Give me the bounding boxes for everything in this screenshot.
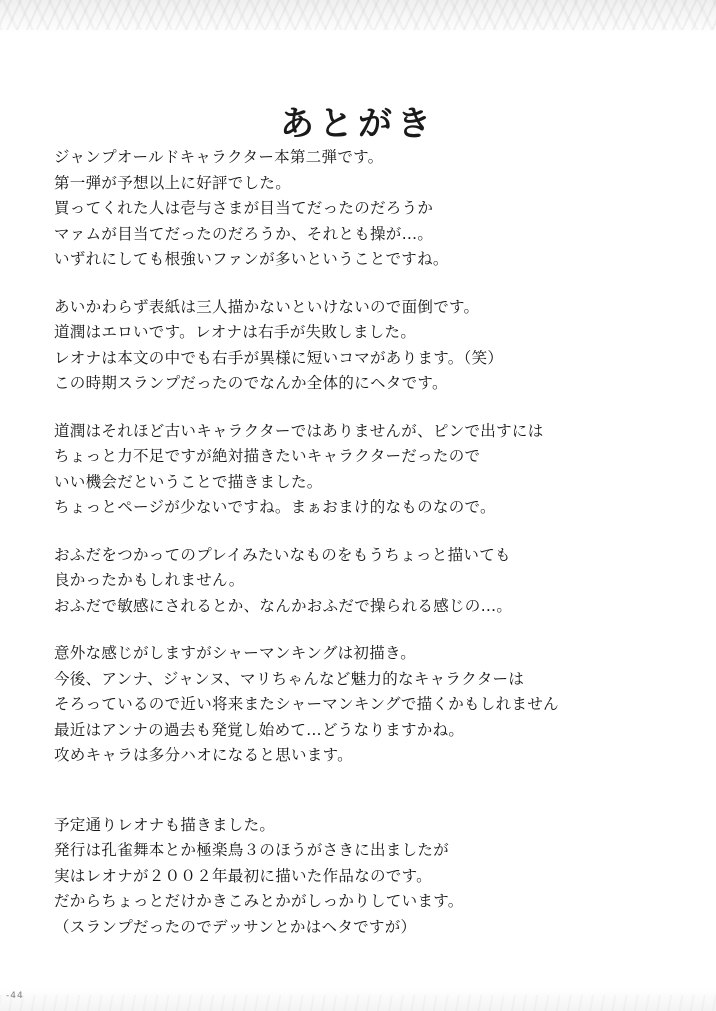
- text-line: ちょっと力不足ですが絶対描きたいキャラクターだったので: [54, 447, 481, 465]
- paragraph-1: [54, 145, 674, 273]
- text-line: マァムが目当てだったのだろうか、それとも操が…。: [54, 224, 434, 243]
- text-line: 実はレオナが２００２年最初に描いた作品なのです。: [54, 866, 432, 885]
- text-line: そろっているので近い将来またシャーマンキングで描くかもしれません: [54, 695, 559, 713]
- text-line: ジャンプオールドキャラクター本第二弾です。: [54, 148, 384, 166]
- paragraph-5: [54, 641, 674, 769]
- text-line: おふだで敏感にされるとか、なんかおふだで操られる感じの…。: [54, 596, 513, 615]
- text-line: おふだをつかってのプレイみたいなものをもうちょっと描いても: [54, 545, 511, 564]
- paragraph-2: [54, 295, 674, 397]
- text-line: （スランプだったのでデッサンとかはヘタですが）: [54, 917, 417, 936]
- text-line: レオナは本文の中でも右手が異様に短いコマがあります。（笑）: [54, 348, 504, 367]
- text-line: いい機会だということで描きました。: [54, 472, 323, 491]
- page-title: あとがき: [280, 104, 436, 144]
- text-line: 予定通りレオナも描きました。: [54, 815, 276, 834]
- text-line: 第一弾が予想以上に好評でした。: [54, 173, 292, 192]
- text-line: 今後、アンナ、ジャンヌ、マリちゃんなど魅力的なキャラクターは: [54, 669, 525, 688]
- paragraph-4: [54, 543, 674, 620]
- text-line: 道潤はそれほど古いキャラクターではありませんが、ピンで出すには: [54, 421, 544, 440]
- text-line: 道潤はエロいです。レオナは右手が失敗しました。: [54, 323, 417, 341]
- text-line: ちょっとページが少ないですね。まぁおまけ的なものなので。: [54, 498, 496, 516]
- paragraph-3: [54, 419, 674, 521]
- text-line: 攻めキャラは多分ハオになると思います。: [54, 746, 353, 764]
- text-line: 意外な感じがしますがシャーマンキングは初描き。: [54, 644, 417, 662]
- text-line: 最近はアンナの過去も発覚し始めて…どうなりますかね。: [54, 720, 465, 739]
- text-line: あいかわらず表紙は三人描かないといけないので面倒です。: [54, 297, 480, 316]
- afterword-body: [54, 145, 674, 962]
- text-line: 発行は孔雀舞本とか極楽鳥３のほうがさきに出ましたが: [54, 841, 450, 859]
- text-line: いずれにしても根強いファンが多いということですね。: [54, 250, 449, 268]
- paragraph-6: [54, 813, 674, 941]
- page-number: -44: [6, 991, 24, 1001]
- text-line: だからちょっとだけかきこみとかがしっかりしています。: [54, 892, 464, 910]
- text-line: 買ってくれた人は壱与さまが目当てだったのだろうか: [54, 199, 434, 217]
- text-line: この時期スランプだったのでなんか全体的にヘタです。: [54, 374, 448, 392]
- text-line: 良かったかもしれません。: [54, 571, 245, 589]
